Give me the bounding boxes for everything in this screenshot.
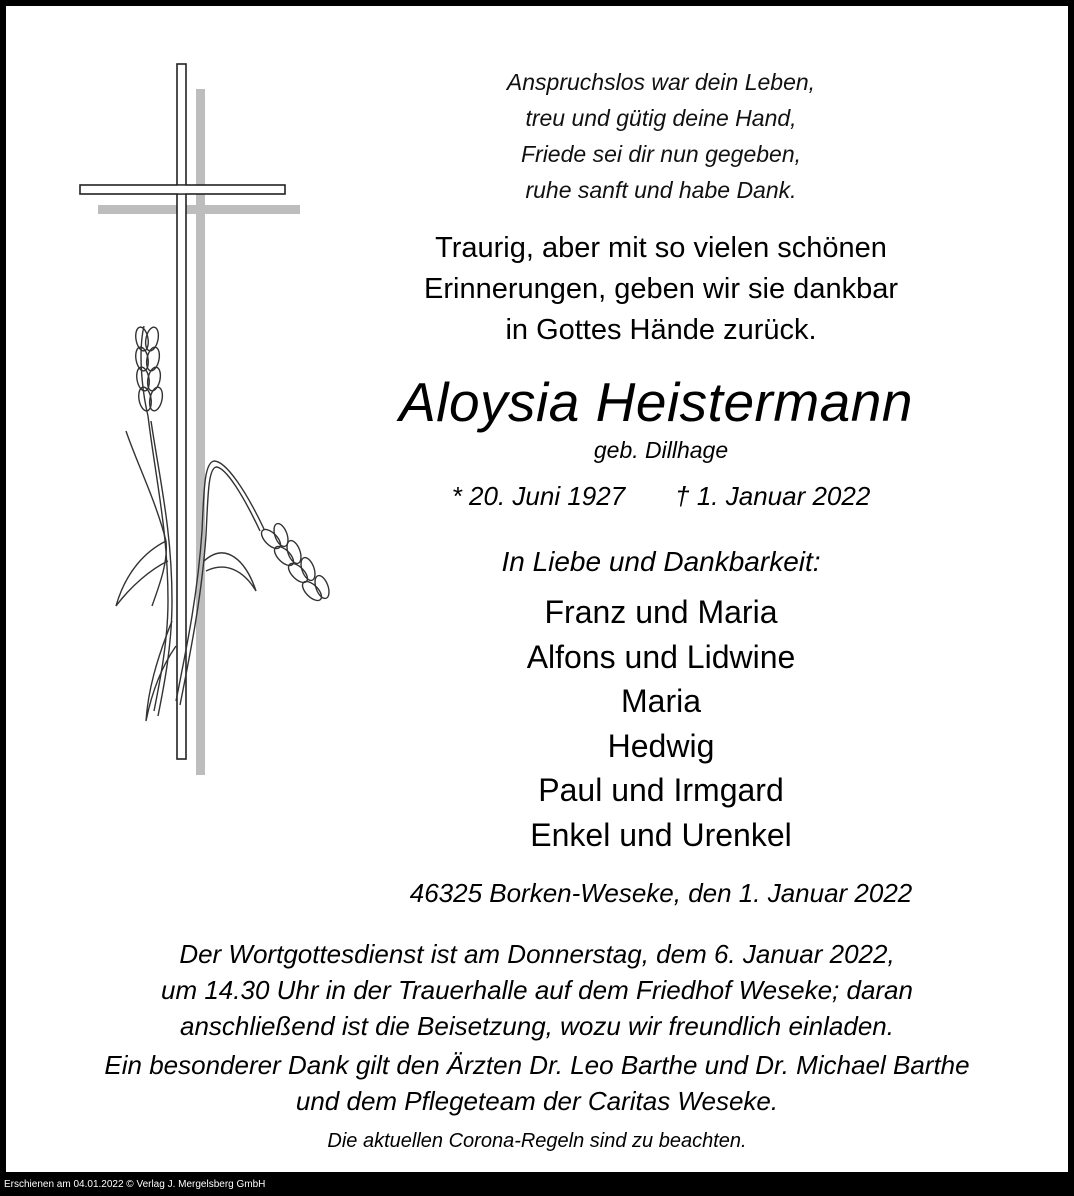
life-dates [336,480,986,512]
mourners-list [336,590,986,857]
publication-footer: Erschienen am 04.01.2022 © Verlag J. Mergelsberg GmbH [4,1179,266,1190]
deceased-name: Aloysia Heistermann [399,371,913,433]
mourner-entry: Alfons und Lidwine [526,638,796,675]
poem-line: Friede sei dir nun gegeben, [520,141,802,167]
farewell-line: in Gottes Hände zurück. [505,314,817,346]
thanks-line: und dem Pflegeteam der Caritas Weseke. [295,1086,779,1116]
farewell-line: Erinnerungen, geben wir sie dankbar [424,273,898,305]
corona-note: Die aktuellen Corona-Regeln sind zu beachten. [327,1130,747,1152]
service-line: um 14.30 Uhr in der Trauerhalle auf dem Friedhof Weseke; daran [161,975,913,1005]
birth-name: geb. Dillhage [593,437,729,463]
thanks-line: Ein besonderer Dank gilt den Ärzten Dr. Leo Barthe und Dr. Michael Barthe [104,1050,970,1080]
mourner-entry: Paul und Irmgard [538,772,784,808]
mourner-entry: Enkel und Urenkel [530,816,792,853]
thanks-note [26,1047,1048,1119]
birth-date: * 20. Juni 1927 [451,481,626,511]
poem-line: ruhe sanft und habe Dank. [525,177,797,203]
death-date: † 1. Januar 2022 [675,481,871,511]
love-heading: In Liebe und Dankbarkeit: [501,546,821,577]
mourner-entry: Hedwig [607,727,715,764]
obituary-notice [6,6,1068,1172]
mourner-entry: Maria [620,683,701,719]
place-and-date: 46325 Borken-Weseke, den 1. Januar 2022 [409,878,913,908]
mourner-entry: Franz und Maria [544,594,778,630]
farewell-line: Traurig, aber mit so vielen schönen [435,232,887,264]
service-line: anschließend ist die Beisetzung, wozu wir freundlich einladen. [180,1011,894,1041]
service-line: Der Wortgottesdienst ist am Donnerstag, dem 6. Januar 2022, [179,939,895,969]
poem [336,64,986,208]
farewell-text [336,228,986,351]
poem-line: Anspruchslos war dein Leben, [506,69,816,95]
service-info [26,936,1048,1044]
poem-line: treu und gütig deine Hand, [525,105,797,131]
